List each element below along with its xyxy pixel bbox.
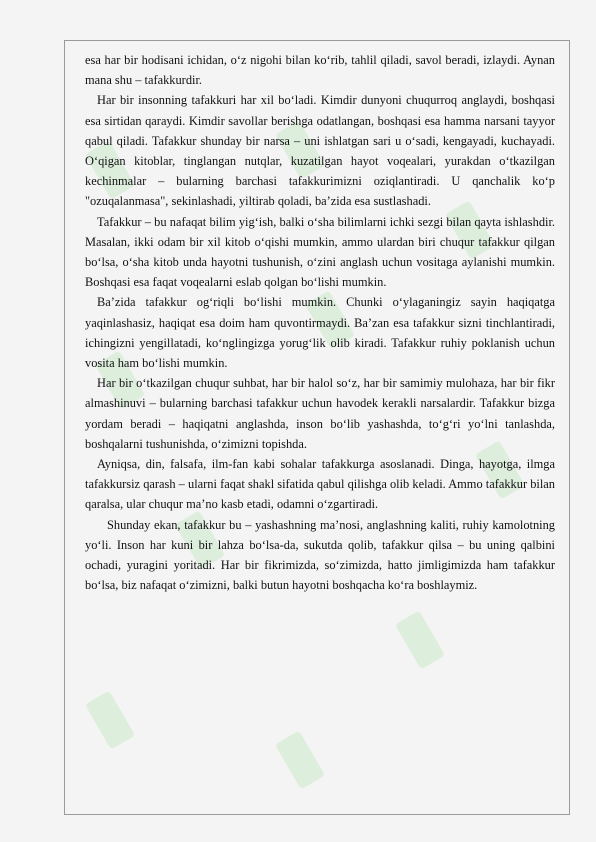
paragraph-4: Ba’zida tafakkur og‘riqli bo‘lishi mumkin. Chunki o‘ylaganingiz sayin haqiqatga yaqinlashasiz, haqiqat esa doim ham quvontirmaydi. Ba’zan esa tafakkur sizni tinchlantiradi, ichingizni yengillatadi, ko‘nglingizga yorug‘lik olib kiradi. Tafakkur ruhiy poklanish uchun vosita ham bo‘lishi mumkin. — [85, 295, 555, 371]
paragraph-2: Har bir insonning tafakkuri har xil bo‘ladi. Kimdir dunyoni chuqurroq anglaydi, boshqasi esa sirtidan qaraydi. Kimdir savollar berishga odatlangan, boshqasi esa hamma narsani tayyor qabul qiladi. Tafakkur shunday bir narsa – uni ishlatgan sari u o‘sadi, kengayadi, kuchayadi. O‘qigan kitoblar, tinglangan nutqlar, kuzatilgan hayot voqealari, yurakdan o‘tkazilgan kechinmalar – bularning barchasi tafakkurimizni oziqlantiradi. U qanchalik ko‘p "ozuqalanmasa", sekinlashadi, yiltirab qoladi, ba’zida esa sustlashadi. — [85, 93, 555, 209]
body-text — [85, 50, 555, 595]
paragraph-1: esa har bir hodisani ichidan, o‘z nigohi bilan ko‘rib, tahlil qiladi, savol beradi, izlaydi. Aynan mana shu – tafakkurdir. — [85, 53, 555, 88]
paragraph-7: Shunday ekan, tafakkur bu – yashashning ma’nosi, anglashning kaliti, ruhiy kamolotning yo‘li. Inson har kuni bir lahza bo‘lsa-da, sukutda qolib, tafakkur qilsa – bu uning qalbini ochadi, yuragini yoritadi. Har bir fikrimizda, so‘zimizda, hatto jimligimizda ham tafakkur bo‘lsa, biz nafaqat o‘zimizni, balki butun hayotni boshqacha ko‘ra boshlaymiz. — [85, 517, 555, 593]
paragraph-3: Tafakkur – bu nafaqat bilim yig‘ish, balki o‘sha bilimlarni ichki sezgi bilan qayta ishlashdir. Masalan, ikki odam bir xil kitob o‘qishi mumkin, ammo ulardan biri chuqur tafakkur qilgan bo‘lsa, o‘sha kitob unda hayotni tushunish, o‘zini anglash uchun vositaga aylanishi mumkin. Boshqasi esa faqat voqealarni eslab qolgan bo‘lishi mumkin. — [85, 214, 555, 290]
paragraph-5: Har bir o‘tkazilgan chuqur suhbat, har bir halol so‘z, har bir samimiy mulohaza, har bir fikr almashinuvi – bularning barchasi tafakkur uchun havodek kerakli narsalardir. Tafakkur bizga yordam beradi – haqiqatni anglashda, inson bo‘lib yashashda, to‘g‘ri yo‘lni tanlashda, boshqalarni tushunishda, o‘zimizni topishda. — [85, 376, 555, 451]
paragraph-6: Ayniqsa, din, falsafa, ilm-fan kabi sohalar tafakkurga asoslanadi. Dinga, hayotga, ilmga tafakkursiz qarash – ularni faqat shakl sifatida qabul qilishga olib keladi. Ammo tafakkur bilan qaralsa, ular chuqur ma’no kasb etadi, odamni o‘zgartiradi. — [85, 457, 555, 512]
